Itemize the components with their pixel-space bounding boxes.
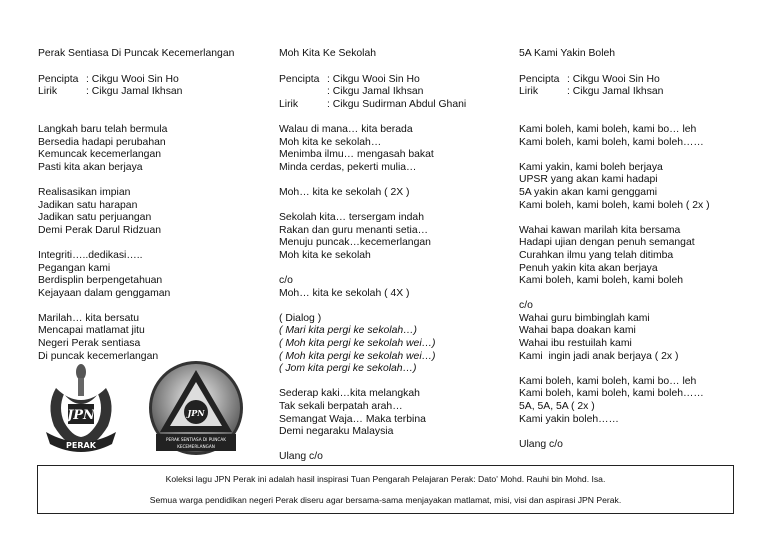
stanza <box>38 250 263 300</box>
credit-composer: Pencipta : Cikgu Wooi Sin Ho <box>279 73 420 85</box>
emblem-monogram: JPN <box>187 408 205 418</box>
dialog-line: ( Moh kita pergi ke sekolah wei…) <box>279 338 436 350</box>
logo-area <box>38 360 248 460</box>
lyric-line: Demi Perak Darul Ridzuan <box>38 224 162 236</box>
lyric-line: Ulang c/o <box>279 451 323 463</box>
lyric-line: Walau di mana… kita berada <box>279 123 413 135</box>
lyric-line: Pasti kita akan berjaya <box>38 161 143 173</box>
lyric-line: Kejayaan dalam genggaman <box>38 287 171 299</box>
lyric-line: 5A yakin akan kami genggami <box>519 186 658 198</box>
song-column-3 <box>519 48 754 451</box>
lyric-line: Kami boleh, kami boleh, kami boleh ( 2x ) <box>519 199 710 211</box>
lyric-line: Semangat Waja… Maka terbina <box>279 413 426 425</box>
stanza <box>38 313 263 363</box>
lyric-line: Kami boleh, kami boleh, kami bo… leh <box>519 375 697 387</box>
emblem-caption-2: KECEMERLANGAN <box>177 444 215 449</box>
footer-line-2: Semua warga pendidikan negeri Perak diseru agar bersama-sama menjayakan matlamat, misi, visi dan aspirasi JPN Perak. <box>149 495 622 505</box>
lyric-line: Kami yakin boleh…… <box>519 413 619 425</box>
lyric-line: Wahai kawan marilah kita bersama <box>519 224 681 236</box>
song-column-2 <box>279 48 504 464</box>
lyric-line: Menuju puncak…kecemerlangan <box>279 237 431 249</box>
stanza <box>279 388 504 438</box>
lyric-line: Kami boleh, kami boleh, kami boleh…… <box>519 388 704 400</box>
lyric-line: Curahkan ilmu yang telah ditimba <box>519 249 674 261</box>
dialog-line: ( Mari kita pergi ke sekolah…) <box>279 325 418 337</box>
lyric-line: Sekolah kita… tersergam indah <box>279 212 424 224</box>
lyric-line: Kemuncak kecemerlangan <box>38 149 162 161</box>
credit-composer: Pencipta : Cikgu Wooi Sin Ho <box>38 73 179 85</box>
lyric-line: Langkah baru telah bermula <box>38 123 168 135</box>
lyric-line: Kami boleh, kami boleh, kami boleh…… <box>519 136 704 148</box>
lyric-line: Jadikan satu perjuangan <box>38 212 152 224</box>
lyric-line: Marilah… kita bersatu <box>38 312 140 324</box>
lyric-line: Wahai ibu restuilah kami <box>519 338 632 350</box>
lyric-line: Kami boleh, kami boleh, kami boleh <box>519 275 684 287</box>
song-column-1 <box>38 48 263 363</box>
lyric-line: Menimba ilmu… mengasah bakat <box>279 149 434 161</box>
stanza <box>519 439 754 452</box>
lyric-line: Integriti…..dedikasi….. <box>38 249 143 261</box>
lyric-line: Wahai guru bimbinglah kami <box>519 312 650 324</box>
lyric-line: Bersedia hadapi perubahan <box>38 136 166 148</box>
lyric-line: Tak sekali berpatah arah… <box>279 401 403 413</box>
lyric-line: Hadapi ujian dengan penuh semangat <box>519 237 695 249</box>
stanza <box>279 275 504 300</box>
emblem-caption-1: PERAK SENTIASA DI PUNCAK <box>166 437 226 442</box>
footer-line-1: Koleksi lagu JPN Perak ini adalah hasil inspirasi Tuan Pengarah Pelajaran Perak: Dato' Mohd. Rauhi bin Mohd. Isa. <box>165 474 606 484</box>
credit-composer-2: : Cikgu Jamal Ikhsan <box>327 86 424 98</box>
lyric-line: Moh kita ke sekolah… <box>279 136 382 148</box>
lyric-line: c/o <box>279 275 293 287</box>
lyric-line: Berdisplin berpengetahuan <box>38 275 163 287</box>
lyric-line: 5A, 5A, 5A ( 2x ) <box>519 401 595 413</box>
lyric-line: Moh… kita ke sekolah ( 4X ) <box>279 287 410 299</box>
dialog-label: ( Dialog ) <box>279 312 322 324</box>
lyric-line: Rakan dan guru menanti setia… <box>279 224 429 236</box>
stanza <box>519 162 754 212</box>
credit-lyricist: Lirik : Cikgu Jamal Ikhsan <box>519 86 664 98</box>
song-title: 5A Kami Yakin Boleh <box>519 48 616 59</box>
lyric-line: Pegangan kami <box>38 262 111 274</box>
footer-box <box>37 465 734 514</box>
credit-lyricist: Lirik : Cikgu Sudirman Abdul Ghani <box>279 98 467 110</box>
lyric-line: Sederap kaki…kita melangkah <box>279 388 420 400</box>
lyric-line: Di puncak kecemerlangan <box>38 350 159 362</box>
stanza <box>279 187 504 200</box>
lyric-line: Ulang c/o <box>519 438 563 450</box>
lyric-line: Mencapai matlamat jitu <box>38 325 145 337</box>
lyric-line: Kami ingin jadi anak berjaya ( 2x ) <box>519 350 679 362</box>
crest-banner-text: PERAK <box>66 441 96 450</box>
stanza <box>279 124 504 174</box>
credit-composer: Pencipta : Cikgu Wooi Sin Ho <box>519 73 660 85</box>
dialog-line: ( Jom kita pergi ke sekolah…) <box>279 363 417 375</box>
stanza <box>519 300 754 363</box>
lyric-line: Wahai bapa doakan kami <box>519 325 636 337</box>
stanza <box>519 225 754 288</box>
stanza <box>279 212 504 262</box>
stanza <box>38 124 263 174</box>
lyric-line: Kami yakin, kami boleh berjaya <box>519 161 663 173</box>
dialog-lines <box>279 325 504 375</box>
stanza <box>38 187 263 237</box>
song-title: Moh Kita Ke Sekolah <box>279 48 377 59</box>
credit-lyricist: Lirik : Cikgu Jamal Ikhsan <box>38 86 183 98</box>
lyric-line: UPSR yang akan kami hadapi <box>519 174 658 186</box>
dialog-line: ( Moh kita pergi ke sekolah wei…) <box>279 350 436 362</box>
song-title: Perak Sentiasa Di Puncak Kecemerlangan <box>38 48 235 59</box>
lyric-line: Realisasikan impian <box>38 186 131 198</box>
crest-monogram: JPN <box>67 408 95 423</box>
lyric-line: Minda cerdas, pekerti mulia… <box>279 161 417 173</box>
jpn-crest-logo <box>46 364 116 452</box>
stanza <box>279 451 504 464</box>
lyric-line: Kami boleh, kami boleh, kami bo… leh <box>519 123 697 135</box>
jpn-round-emblem <box>149 361 243 455</box>
stanza <box>519 376 754 426</box>
lyric-line: Moh kita ke sekolah <box>279 249 371 261</box>
lyric-line: Jadikan satu harapan <box>38 199 138 211</box>
stanza <box>519 124 754 149</box>
jpn-perak-logos <box>38 360 248 460</box>
lyric-line: Penuh yakin kita akan berjaya <box>519 262 658 274</box>
lyric-line: Negeri Perak sentiasa <box>38 338 141 350</box>
lyric-line: Moh… kita ke sekolah ( 2X ) <box>279 186 410 198</box>
lyric-line: Demi negaraku Malaysia <box>279 426 394 438</box>
lyric-line: c/o <box>519 300 533 312</box>
